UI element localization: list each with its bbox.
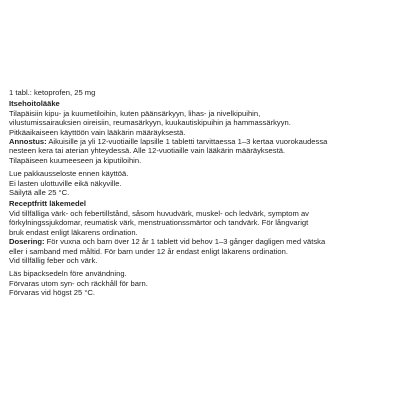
sv-note: Förvaras vid högst 25 °C.: [9, 288, 96, 298]
fi-indication-line: Tilapäisiin kipu- ja kuumetiloihin, kuten päänsärkyyn, lihas- ja nivelkipuihin,: [9, 108, 261, 118]
sv-dosage-text: För vuxna och barn över 12 år 1 tablett vid behov 1–3 gånger dagligen med vätska: [44, 237, 326, 247]
sv-indication-line: förkylningssjukdomar, reumatisk värk, menstruationssmärtor och tandvärk. För långvarigt: [9, 218, 309, 228]
swedish-section: [9, 199, 393, 297]
sv-dosage-line: eller i samband med måltid. För barn under 12 år endast enligt läkarens ordination.: [9, 246, 288, 256]
finnish-section: [9, 99, 393, 197]
fi-note: Säilytä alle 25 °C.: [9, 188, 70, 198]
fi-note: Lue pakkausseloste ennen käyttöä.: [9, 169, 129, 179]
sv-indication-line: Vid tillfälliga värk- och febertillstånd, såsom huvudvärk, muskel- och ledvärk, symptom av: [9, 208, 309, 218]
sv-dosage-line: [9, 237, 393, 246]
fi-indication-line: Pitkäaikaiseen käyttöön vain lääkärin määräyksestä.: [9, 127, 186, 137]
fi-dosage-label: Annostus:: [9, 137, 47, 147]
fi-dosage-line: nesteen kera tai aterian yhteydessä. Alle 12-vuotiaille vain lääkärin määräyksestä.: [9, 146, 286, 156]
package-leaflet-text: [9, 88, 393, 298]
sv-dosage-line: Vid tillfällig feber och värk.: [9, 255, 98, 265]
fi-dosage-text: Aikuisille ja yli 12-vuotiaille lapsille 1 tabletti tarvittaessa 1–3 kertaa vuorokaudessa: [46, 137, 328, 147]
composition-line: 1 tabl.: ketoprofen, 25 mg: [9, 88, 96, 97]
sv-note: Läs bipacksedeln före användning.: [9, 269, 127, 279]
fi-note: Ei lasten ulottuville eikä näkyville.: [9, 178, 122, 188]
sv-indication-line: bruk endast enligt läkarens ordination.: [9, 227, 138, 237]
sv-note: Förvaras utom syn- och räckhåll för barn.: [9, 278, 148, 288]
fi-heading: Itsehoitolääke: [9, 99, 60, 109]
fi-dosage-line: [9, 137, 393, 146]
sv-heading: Receptfritt läkemedel: [9, 199, 87, 209]
fi-dosage-line: Tilapäiseen kuumeeseen ja kiputiloihin.: [9, 155, 142, 165]
sv-dosage-label: Dosering:: [9, 237, 45, 247]
fi-indication-line: vilustumissairauksien oireisiin, reumasärkyyn, kuukautiskipuihin ja hammassärkyyn.: [9, 118, 291, 128]
